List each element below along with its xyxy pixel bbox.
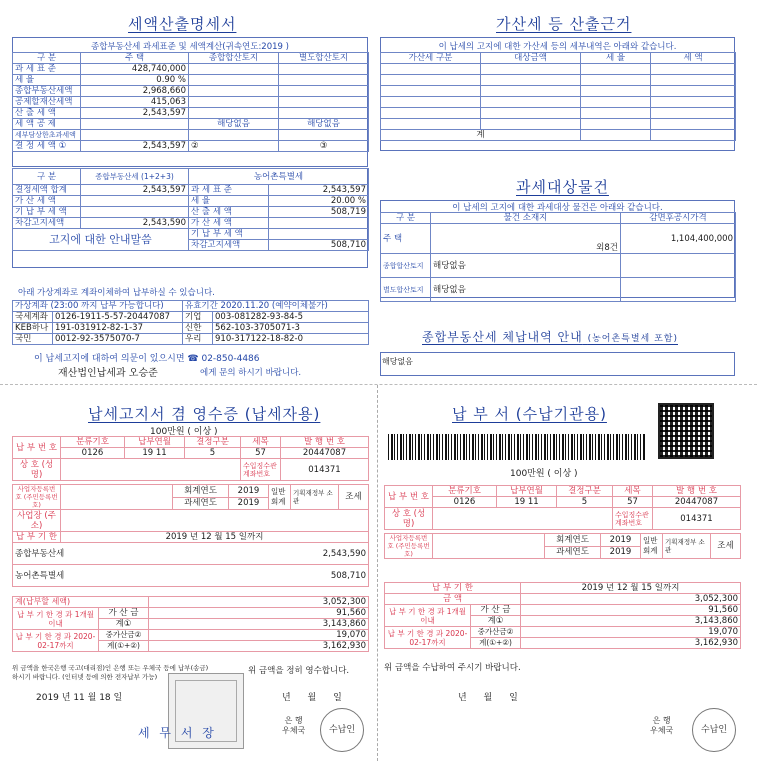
payslip-total-table: 납 부 기 한 2019 년 12 월 15 일까지 금 액 3,052,300 납 부 기 한 경 과 1개월 이내 가 산 금 91,560 계① 3,143,860 납 부 기 한 경 과 2020-02-17까지 중가산금② 19,070 계(①+②) 3,162,930 xyxy=(384,582,741,649)
summary-table: 구 분 종합부동산세 (1+2+3) 농어촌특별세 결정세액 합계 2,543,597 과 세 표 준 2,543,597 가 산 세 액 세 율 20.00 % 기 납 부 세 액 산 출 세 액 508,719 차감고지세액 2,543,590 가 산 세 액 고지에 대한 안내말씀 기 납 부 세 액 차감고지세액 508,710 xyxy=(12,168,369,251)
receipt-confirm: 위 금액을 정히 영수합니다. xyxy=(248,666,350,676)
receipt-amount-class: 100만원 ( 이상 ) xyxy=(150,427,218,437)
arrears-box xyxy=(380,352,735,376)
receipt-ymd: 년 월 일 xyxy=(282,693,342,703)
penalty-sub: 이 납세의 고지에 대한 가산세 등의 세부내역은 아래와 같습니다. xyxy=(438,42,677,52)
property-sub: 이 납세의 고지에 대한 과세대상 물건은 아래와 같습니다. xyxy=(452,203,663,213)
property-table: 구 분 물건 소재지 감면후공시가격 주 택 외8건 1,104,400,000 종합합산토지 해당없음 별도합산토지 해당없음 xyxy=(380,212,736,302)
receipt-items-table: 납 부 기 한 2019 년 12 월 15 일까지 종합부동산세 2,543,590 농어촌특별세 508,710 xyxy=(12,531,369,587)
payslip-fiscal-table: 사업자등록번호 (주민등록번호) 회계연도 2019 일반 회계 기획재정부 소 관 조세 과세연도 2019 xyxy=(384,533,741,559)
receipt-note: 위 금액을 한국은행 국고(대리점)인 은행 또는 우체국 등에 납부(송금)하시기 바랍니다. (인터넷 등에 의한 전자납부 가능) xyxy=(12,664,209,681)
qr-code xyxy=(658,403,714,459)
calc-table: 구 분 주 택 종합합산토지 별도합산토지 과 세 표 준 428,740,000 세 율 0.90 % 종합부동산세액 2,968,660 공제할재산세액 415,063 산 출 세 액 2,543,597 세 액 공 제 해당없음 해당없음 세부담상한초과세액 결 정 세 액 ① 2,543,597 ② ③ xyxy=(12,52,369,152)
inquiry-text: 이 납세고지에 대하여 의문이 있으시면 ☎ 02-850-4486 xyxy=(34,354,260,364)
payslip-request: 위 금액을 수납하여 주시기 바랍니다. xyxy=(384,663,521,673)
fold-line-h xyxy=(0,384,757,385)
payslip-title: 납 부 서 (수납기관용) xyxy=(452,405,607,423)
payslip-bank: 은 행 우체국 xyxy=(650,716,674,735)
receipt-title: 납세고지서 겸 영수증 (납세자용) xyxy=(88,405,321,423)
receipt-date: 2019 년 11 월 18 일 xyxy=(36,693,123,703)
penalty-table: 가산세 구분 대상금액 세 율 세 액 계 xyxy=(380,52,736,141)
receipt-header-table: 납 부 번 호 분류기호 납부연월 결정구분 세목 발 행 번 호 0126 19 11 5 57 20447087 상 호 (성명) 수입징수관 계좌번호 014371 xyxy=(12,436,369,481)
payslip-amount-class: 100만원 ( 이상 ) xyxy=(510,469,578,479)
office-name: 재산법인납세과 오승준 xyxy=(58,368,158,379)
penalty-title: 가산세 등 산출근거 xyxy=(496,15,632,33)
virtual-account-table: 가상계좌 (23:00 까지 납부 가능합니다) 유효기간 2020.11.20 (예약이체불가) 국세계좌 0126-1911-5-57-20447087 기업 003-081282-93-84-5 KEB하나 191-031912-82-1-37 신한 562-103-3705071-3 국민 0012-92-3575070-7 우리 910-317122-18-82-0 xyxy=(12,300,369,345)
receipt-bank: 은 행 우체국 xyxy=(282,716,306,735)
calc-subtitle: 종합부동산세 과세표준 및 세액계산(귀속연도:2019 ) xyxy=(91,42,289,52)
property-title: 과세대상물건 xyxy=(516,178,609,196)
barcode xyxy=(388,434,646,460)
arrears-title: 종합부동산세 체납내역 안내 (농어촌특별세 포함) xyxy=(422,330,678,344)
payslip-header-table: 납 부 번 호 분류기호 납부연월 결정구분 세목 발 행 번 호 0126 19 11 5 57 20447087 상 호 (성명) 수입징수관 계좌번호 014371 xyxy=(384,485,741,530)
receipt-seal-circle: 수납인 xyxy=(320,708,364,752)
office-suffix: 에게 문의 하시기 바랍니다. xyxy=(200,368,302,378)
calc-statement-title: 세액산출명세서 xyxy=(128,15,237,33)
guide-text: 고지에 대한 안내말씀 xyxy=(13,229,189,251)
virtual-account-notice: 아래 가상계좌로 계좌이체하여 납부하실 수 있습니다. xyxy=(18,288,215,298)
fold-line-v xyxy=(377,385,378,761)
tax-office-chief: 세 무 서 장 xyxy=(138,726,217,740)
arrears-value: 해당없음 xyxy=(382,357,413,366)
payslip-seal-circle: 수납인 xyxy=(692,708,736,752)
receipt-total-table: 계(납부할 세액) 3,052,300 납 부 기 한 경 과 1개월 이내 가 산 금 91,560 계① 3,143,860 납 부 기 한 경 과 2020-02-17까지 중가산금② 19,070 계(①+②) 3,162,930 xyxy=(12,596,369,652)
receipt-fiscal-table: 사업자등록번호 (주민등록번호) 회계연도 2019 일반 회계 기획재정부 소 관 조세 과세연도 2019 사업장 (주소) xyxy=(12,484,369,532)
payslip-ymd: 년 월 일 xyxy=(458,693,518,703)
